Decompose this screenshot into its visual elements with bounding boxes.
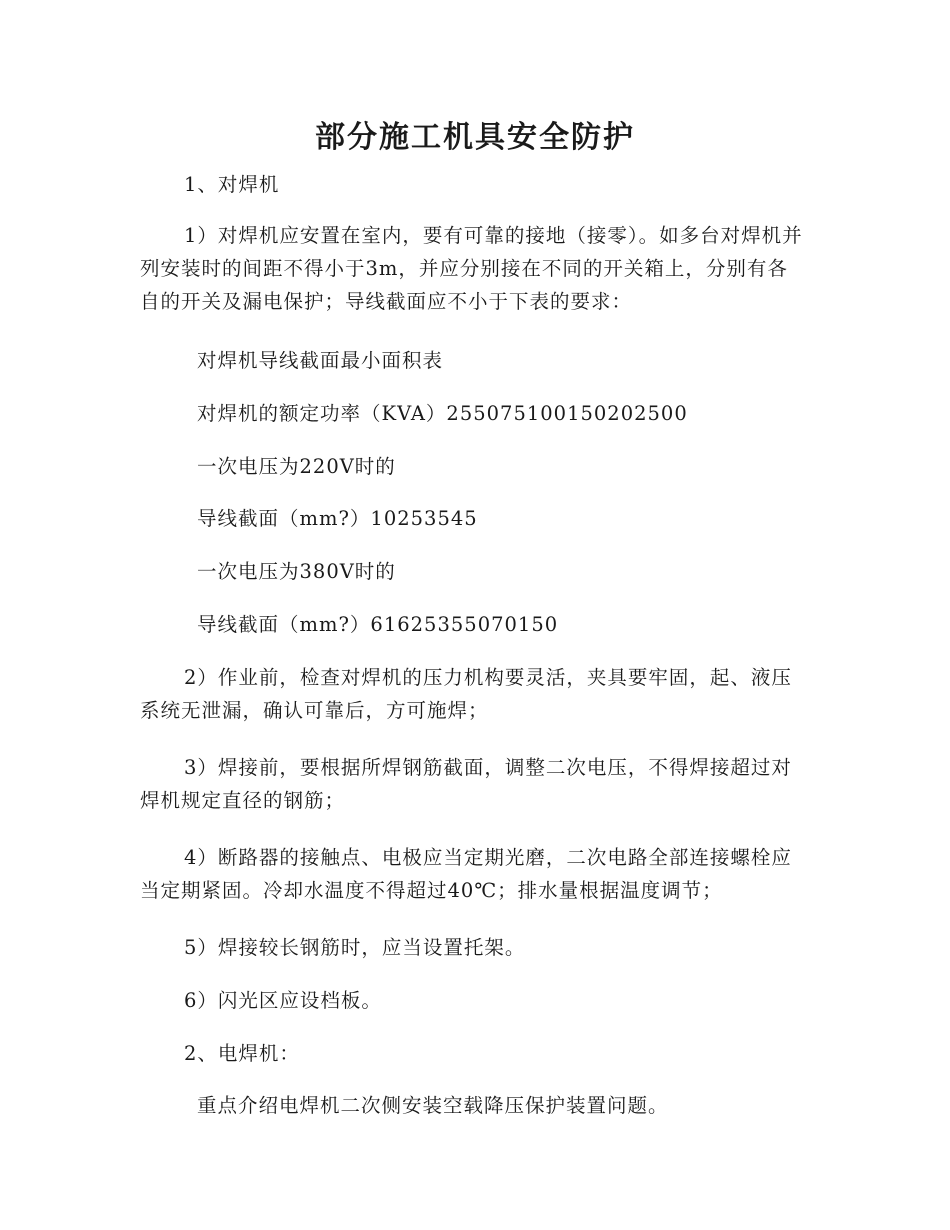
section-heading-electric-welder: 2、电焊机： — [184, 1042, 300, 1065]
paragraph-6: 6）闪光区应设档板。 — [184, 989, 382, 1012]
paragraph-2: 2）作业前，检查对焊机的压力机构要灵活，夹具要牢固，起、液压系统无泄漏，确认可靠后，方可施焊； — [140, 666, 792, 722]
paragraph-4: 4）断路器的接触点、电极应当定期光磨，二次电路全部连接螺栓应当定期紧固。冷却水温度不得超过40℃；排水量根据温度调节； — [140, 846, 792, 902]
table-line-rated-power: 对焊机的额定功率（KVA）255075100150202500 — [197, 402, 688, 425]
paragraph-7: 重点介绍电焊机二次侧安装空载降压保护装置问题。 — [197, 1094, 669, 1117]
table-line-380v: 一次电压为380V时的 — [197, 560, 396, 583]
paragraph-1: 1）对焊机应安置在室内，要有可靠的接地（接零）。如多台对焊机并列安装时的间距不得小于3m，并应分别接在不同的开关箱上，分别有各自的开关及漏电保护；导线截面应不小于下表的要求： — [140, 224, 803, 313]
table-line-section-380v: 导线截面（mm?）61625355070150 — [197, 613, 559, 636]
paragraph-5: 5）焊接较长钢筋时，应当设置托架。 — [184, 936, 526, 959]
table-caption: 对焊机导线截面最小面积表 — [197, 349, 444, 372]
document-title: 部分施工机具安全防护 — [315, 120, 635, 155]
section-heading-welder: 1、对焊机 — [184, 173, 280, 196]
table-line-section-220v: 导线截面（mm?）10253545 — [197, 507, 478, 530]
table-line-220v: 一次电压为220V时的 — [197, 455, 396, 478]
paragraph-3: 3）焊接前，要根据所焊钢筋截面，调整二次电压，不得焊接超过对焊机规定直径的钢筋； — [140, 756, 792, 812]
